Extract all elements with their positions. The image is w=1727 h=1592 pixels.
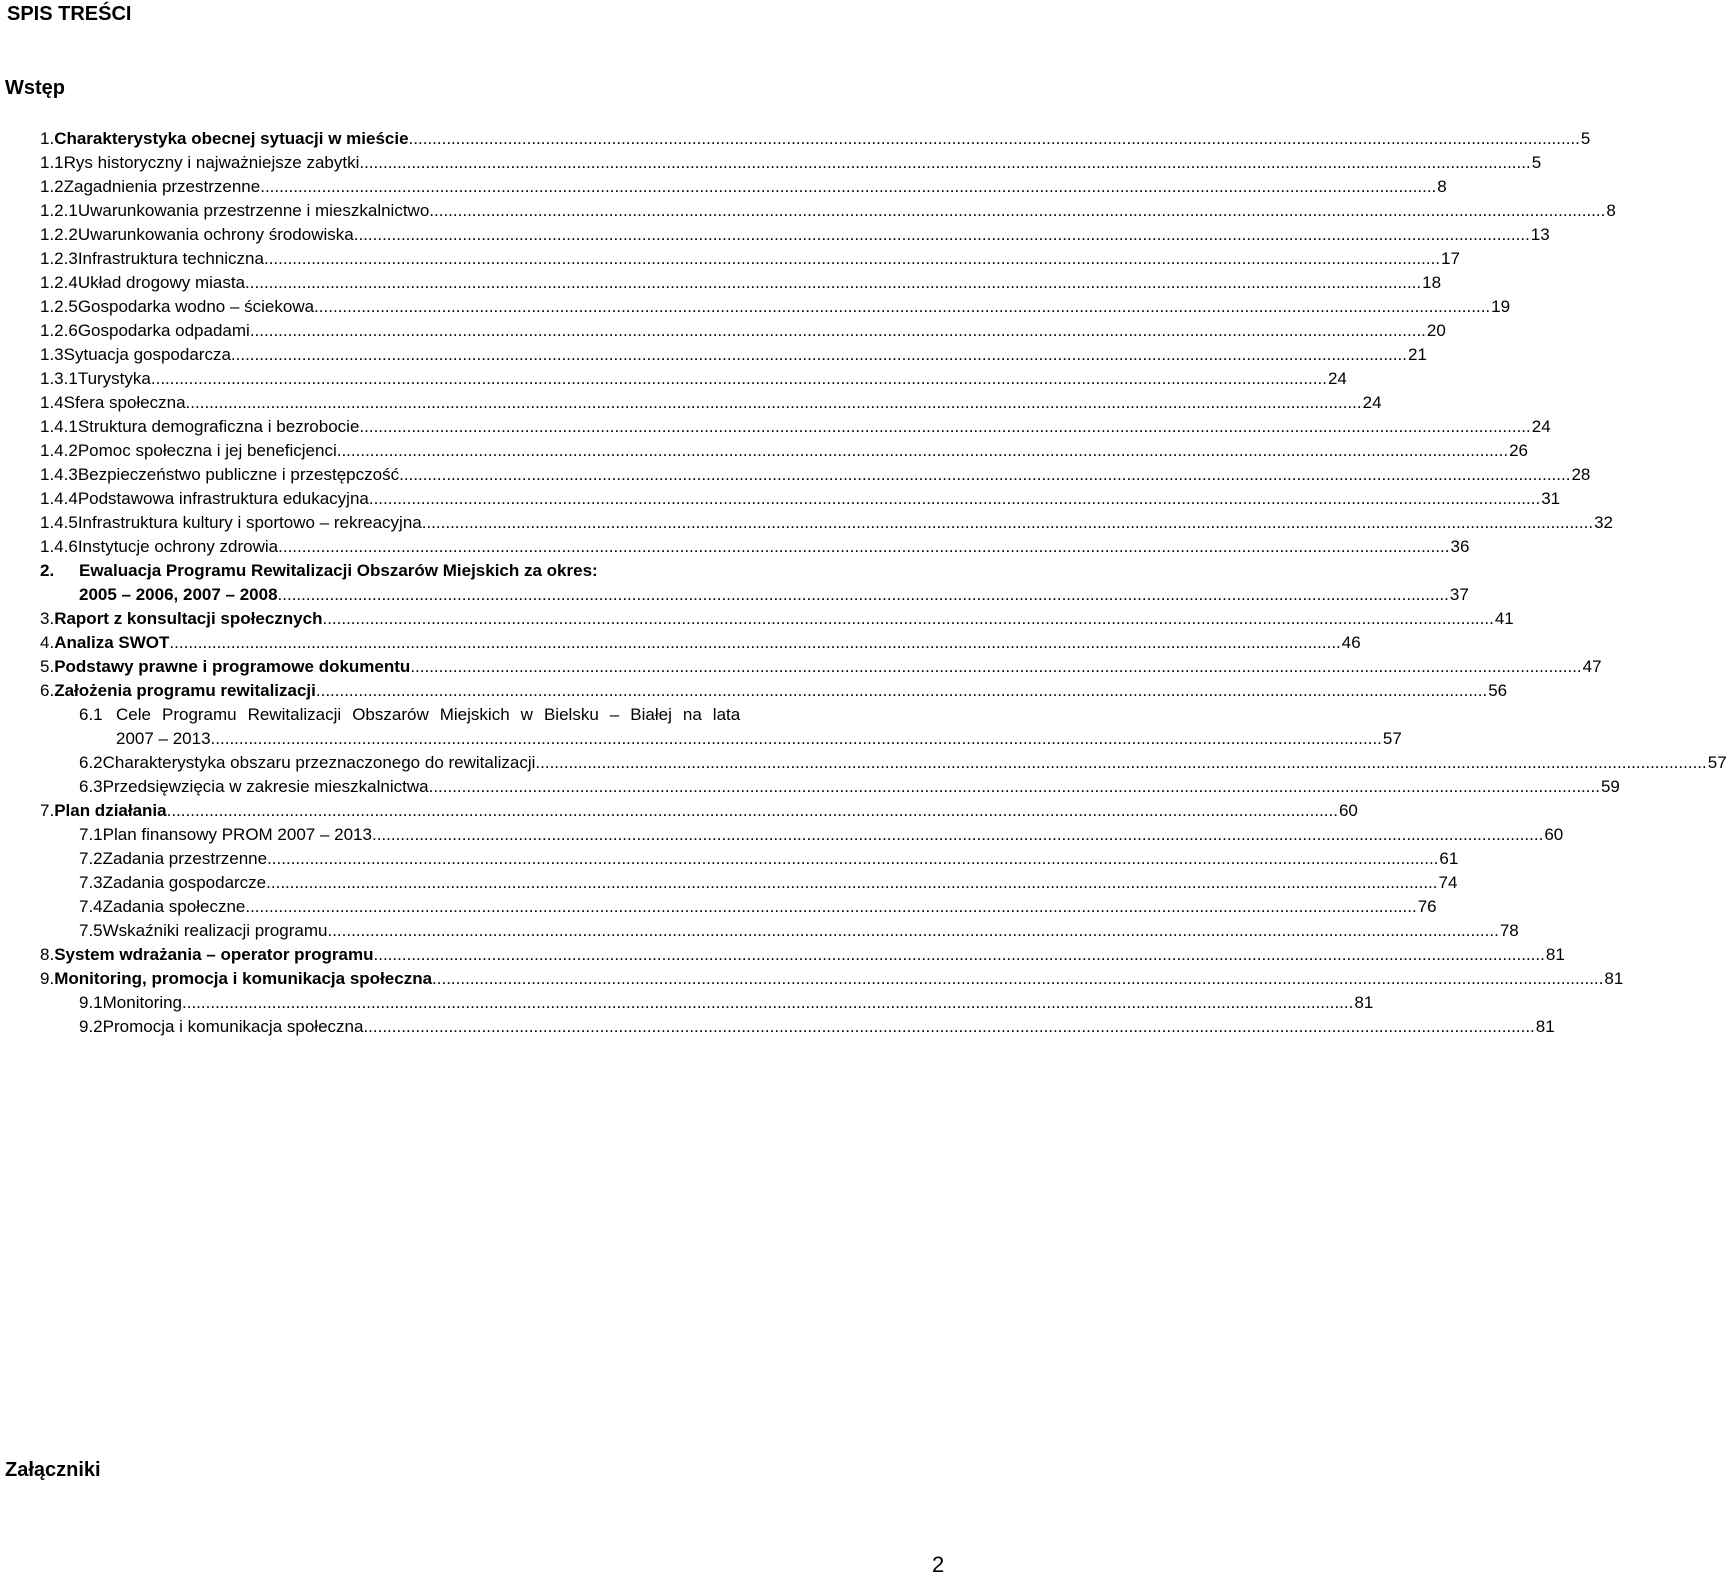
toc-entry[interactable]	[40, 966, 1624, 991]
toc-entry-continuation[interactable]	[116, 726, 1402, 751]
toc-leader	[278, 534, 1449, 559]
toc-title: Uwarunkowania ochrony środowiska.	[77, 225, 359, 244]
toc-page: 24	[1327, 369, 1347, 388]
toc-page: 60	[1338, 801, 1358, 820]
toc-entry[interactable]	[40, 942, 1565, 967]
toc-entry[interactable]	[79, 918, 1519, 943]
toc-title: Plan finansowy PROM 2007 – 2013	[102, 825, 372, 844]
toc-entry[interactable]	[40, 198, 1616, 223]
toc-page: 74	[1438, 873, 1458, 892]
toc-entry[interactable]	[79, 894, 1437, 919]
toc-page: 81	[1535, 1017, 1555, 1036]
toc-entry[interactable]	[79, 702, 948, 727]
toc-leader	[236, 342, 1407, 367]
toc-title: System wdrażania – operator programu	[54, 945, 374, 964]
toc-title: Instytucje ochrony zdrowia	[77, 537, 279, 556]
toc-entry[interactable]	[40, 510, 1613, 535]
toc-entry[interactable]	[79, 846, 1459, 871]
toc-leader	[409, 126, 1580, 151]
toc-title: Uwarunkowania przestrzenne i mieszkalnictwo.	[77, 201, 435, 220]
toc-leader	[267, 846, 1438, 871]
toc-number: 7.1	[79, 825, 103, 844]
toc-leader	[250, 270, 1421, 295]
toc-title: Założenia programu rewitalizacji	[54, 681, 316, 700]
toc-title: Podstawowa infrastruktura edukacyjna	[77, 489, 369, 508]
toc-number: 4.	[40, 633, 55, 652]
toc-page: 18	[1422, 273, 1442, 292]
toc-leader	[169, 630, 1340, 655]
toc-leader	[156, 366, 1327, 391]
toc-page: 26	[1509, 441, 1528, 460]
toc-leader	[374, 942, 1545, 967]
toc-entry[interactable]	[40, 798, 1358, 823]
toc-entry[interactable]	[40, 270, 1442, 295]
toc-entry[interactable]	[40, 654, 1602, 679]
toc-page: 46	[1341, 633, 1361, 652]
toc-title: Promocja i komunikacja społeczna	[102, 1017, 364, 1036]
toc-entry[interactable]	[40, 630, 1361, 655]
toc-leader	[278, 582, 1449, 607]
toc-page: 61	[1439, 849, 1459, 868]
toc-number: 7.	[40, 801, 55, 820]
toc-title: Analiza SWOT	[54, 633, 170, 652]
toc-title: Rys historyczny i najważniejsze zabytki	[63, 153, 360, 172]
toc-page: 81	[1354, 993, 1374, 1012]
toc-number: 7.5	[79, 921, 103, 940]
toc-page: 5	[1580, 129, 1591, 148]
toc-page: 8	[1606, 201, 1616, 220]
toc-number: 1.3	[40, 345, 64, 364]
toc-title: Turystyka.	[77, 369, 156, 388]
toc-title: 2007 – 2013	[116, 729, 211, 748]
toc-number: 7.4	[79, 897, 103, 916]
toc-title: Sytuacja gospodarcza.	[63, 345, 236, 364]
toc-entry[interactable]	[79, 822, 1564, 847]
toc-title: Plan działania	[54, 801, 167, 820]
toc-leader	[167, 798, 1338, 823]
toc-number: 1.4.3	[40, 465, 78, 484]
toc-page: 17	[1441, 249, 1460, 268]
toc-title: Monitoring, promocja i komunikacja społeczna	[54, 969, 433, 988]
toc-leader	[369, 486, 1540, 511]
toc-entry[interactable]	[40, 246, 1460, 271]
toc-title: Charakterystyka obszaru przeznaczonego do rewitalizacji	[102, 753, 536, 772]
toc-entry[interactable]	[40, 150, 1542, 175]
toc-number: 9.1	[79, 993, 103, 1012]
toc-leader	[434, 198, 1605, 223]
toc-title: Podstawy prawne i programowe dokumentu	[54, 657, 411, 676]
toc-entry[interactable]	[40, 462, 1591, 487]
toc-number: 1.4.1	[40, 417, 78, 436]
toc-leader	[322, 606, 1493, 631]
toc-number: 6.1	[79, 705, 103, 724]
toc-leader	[359, 414, 1530, 439]
toc-leader	[211, 726, 1382, 751]
toc-entry[interactable]	[40, 174, 1447, 199]
toc-entry-continuation[interactable]	[79, 582, 1469, 607]
toc-number: 1.4.2	[40, 441, 78, 460]
toc-entry[interactable]	[40, 558, 948, 583]
toc-title: Wskaźniki realizacji programu	[102, 921, 328, 940]
toc-leader	[327, 918, 1498, 943]
toc-page: 5	[1531, 153, 1542, 172]
toc-page: 8	[1437, 177, 1447, 196]
toc-entry[interactable]	[40, 318, 1446, 343]
toc-entry[interactable]	[40, 342, 1427, 367]
toc-page: 76	[1417, 897, 1437, 916]
toc-leader	[358, 222, 1529, 247]
toc-leader	[363, 1014, 1534, 1039]
toc-leader	[535, 750, 1706, 775]
appendix-heading: Załączniki	[5, 1459, 101, 1481]
toc-title: Układ drogowy miasta.	[77, 273, 250, 292]
toc-page: 81	[1545, 945, 1565, 964]
toc-number: 8.	[40, 945, 55, 964]
toc-title: Zagadnienia przestrzenne.	[63, 177, 265, 196]
toc-number: 1.2.5	[40, 297, 78, 316]
toc-page: 19	[1491, 297, 1511, 316]
toc-page: 28	[1571, 465, 1591, 484]
toc-number: 1.4.6	[40, 537, 78, 556]
toc-page: 21	[1407, 345, 1427, 364]
toc-leader	[190, 390, 1361, 415]
toc-page: 57	[1382, 729, 1402, 748]
toc-title: Infrastruktura techniczna.	[77, 249, 269, 268]
toc-entry[interactable]	[40, 678, 1508, 703]
toc-page: 60	[1544, 825, 1564, 844]
page-title: SPIS TREŚCI	[7, 3, 132, 25]
toc-leader	[410, 654, 1581, 679]
toc-number: 1.2	[40, 177, 64, 196]
toc-entry[interactable]	[40, 390, 1382, 415]
toc-page: 56	[1488, 681, 1508, 700]
toc-number: 1.	[40, 129, 55, 148]
toc-leader	[245, 894, 1416, 919]
toc-number: 9.	[40, 969, 55, 988]
toc-number: 1.4.4	[40, 489, 78, 508]
toc-leader	[359, 150, 1530, 175]
toc-title: Zadania społeczne	[102, 897, 246, 916]
toc-title: Sfera społeczna.	[63, 393, 191, 412]
toc-entry[interactable]	[40, 126, 1591, 151]
toc-number: 1.2.4	[40, 273, 78, 292]
toc-title: Infrastruktura kultury i sportowo – rekreacyjna	[77, 513, 422, 532]
page-number: 2	[932, 1552, 945, 1577]
toc-entry[interactable]	[40, 294, 1511, 319]
toc-page: 59	[1600, 777, 1620, 796]
toc-number: 6.2	[79, 753, 103, 772]
toc-leader	[432, 966, 1603, 991]
toc-number: 1.2.2	[40, 225, 78, 244]
toc-page: 36	[1450, 537, 1470, 556]
toc-page: 37	[1449, 585, 1469, 604]
toc-entry[interactable]	[40, 438, 1528, 463]
toc-number: 1.1	[40, 153, 64, 172]
toc-page: 81	[1604, 969, 1624, 988]
toc-number: 1.3.1	[40, 369, 78, 388]
toc-page: 13	[1530, 225, 1550, 244]
toc-leader	[422, 510, 1593, 535]
toc-leader	[316, 678, 1487, 703]
toc-entry[interactable]	[40, 414, 1551, 439]
toc-entry[interactable]	[40, 222, 1550, 247]
toc-number: 1.2.6	[40, 321, 78, 340]
toc-page: 32	[1594, 513, 1613, 532]
toc-entry[interactable]	[40, 366, 1347, 391]
toc-title: Gospodarka wodno – ściekowa.	[77, 297, 319, 316]
toc-title: Pomoc społeczna i jej beneficjenci	[77, 441, 337, 460]
toc-title: Raport z konsultacji społecznych	[54, 609, 323, 628]
toc-leader	[266, 870, 1437, 895]
toc-page: 41	[1494, 609, 1514, 628]
toc-number: 6.3	[79, 777, 103, 796]
toc-leader	[372, 822, 1543, 847]
toc-leader	[337, 438, 1508, 463]
toc-number: 1.2.3	[40, 249, 78, 268]
toc-title: Bezpieczeństwo publiczne i przestępczość	[77, 465, 400, 484]
toc-page: 47	[1582, 657, 1602, 676]
toc-entry[interactable]	[40, 534, 1470, 559]
toc-page: 31	[1541, 489, 1561, 508]
toc-entry[interactable]	[79, 870, 1458, 895]
toc-number: 6.	[40, 681, 55, 700]
toc-page: 78	[1499, 921, 1519, 940]
toc-entry[interactable]	[79, 990, 1374, 1015]
toc-leader	[319, 294, 1490, 319]
toc-title: Przedsięwzięcia w zakresie mieszkalnictwa	[102, 777, 429, 796]
toc-leader	[255, 318, 1426, 343]
toc-leader	[265, 174, 1436, 199]
toc-leader	[399, 462, 1570, 487]
toc-number: 7.3	[79, 873, 103, 892]
toc-title: Struktura demograficzna i bezrobocie	[77, 417, 360, 436]
intro-heading: Wstęp	[5, 77, 65, 99]
toc-page: 57	[1707, 753, 1727, 772]
toc-leader	[429, 774, 1600, 799]
toc-number: 3.	[40, 609, 55, 628]
toc-title: 2005 – 2006, 2007 – 2008	[79, 585, 278, 604]
toc-number: 1.2.1	[40, 201, 78, 220]
toc-number: 9.2	[79, 1017, 103, 1036]
toc-number: 2.	[40, 561, 55, 580]
toc-title: Charakterystyka obecnej sytuacji w mieście	[54, 129, 409, 148]
toc-title: Ewaluacja Programu Rewitalizacji Obszarów Miejskich za okres:	[79, 561, 598, 580]
toc-title: Monitoring	[102, 993, 183, 1012]
toc-page: 20	[1426, 321, 1446, 340]
toc-entry[interactable]	[79, 1014, 1555, 1039]
toc-number: 7.2	[79, 849, 103, 868]
toc-entry[interactable]	[79, 750, 1727, 775]
toc-title: Zadania przestrzenne	[102, 849, 268, 868]
toc-number: 5.	[40, 657, 55, 676]
toc-entry[interactable]	[40, 606, 1514, 631]
toc-leader	[182, 990, 1353, 1015]
toc-title: Gospodarka odpadami.	[77, 321, 255, 340]
toc-title: Zadania gospodarcze	[102, 873, 267, 892]
toc-leader	[269, 246, 1440, 271]
toc-entry[interactable]	[40, 486, 1561, 511]
toc-page: 24	[1362, 393, 1382, 412]
toc-number: 1.4.5	[40, 513, 78, 532]
toc-page: 24	[1531, 417, 1551, 436]
toc-entry[interactable]	[79, 774, 1620, 799]
toc-title: Cele Programu Rewitalizacji Obszarów Miejskich w Bielsku – Białej na lata	[116, 705, 741, 724]
toc-number: 1.4	[40, 393, 64, 412]
